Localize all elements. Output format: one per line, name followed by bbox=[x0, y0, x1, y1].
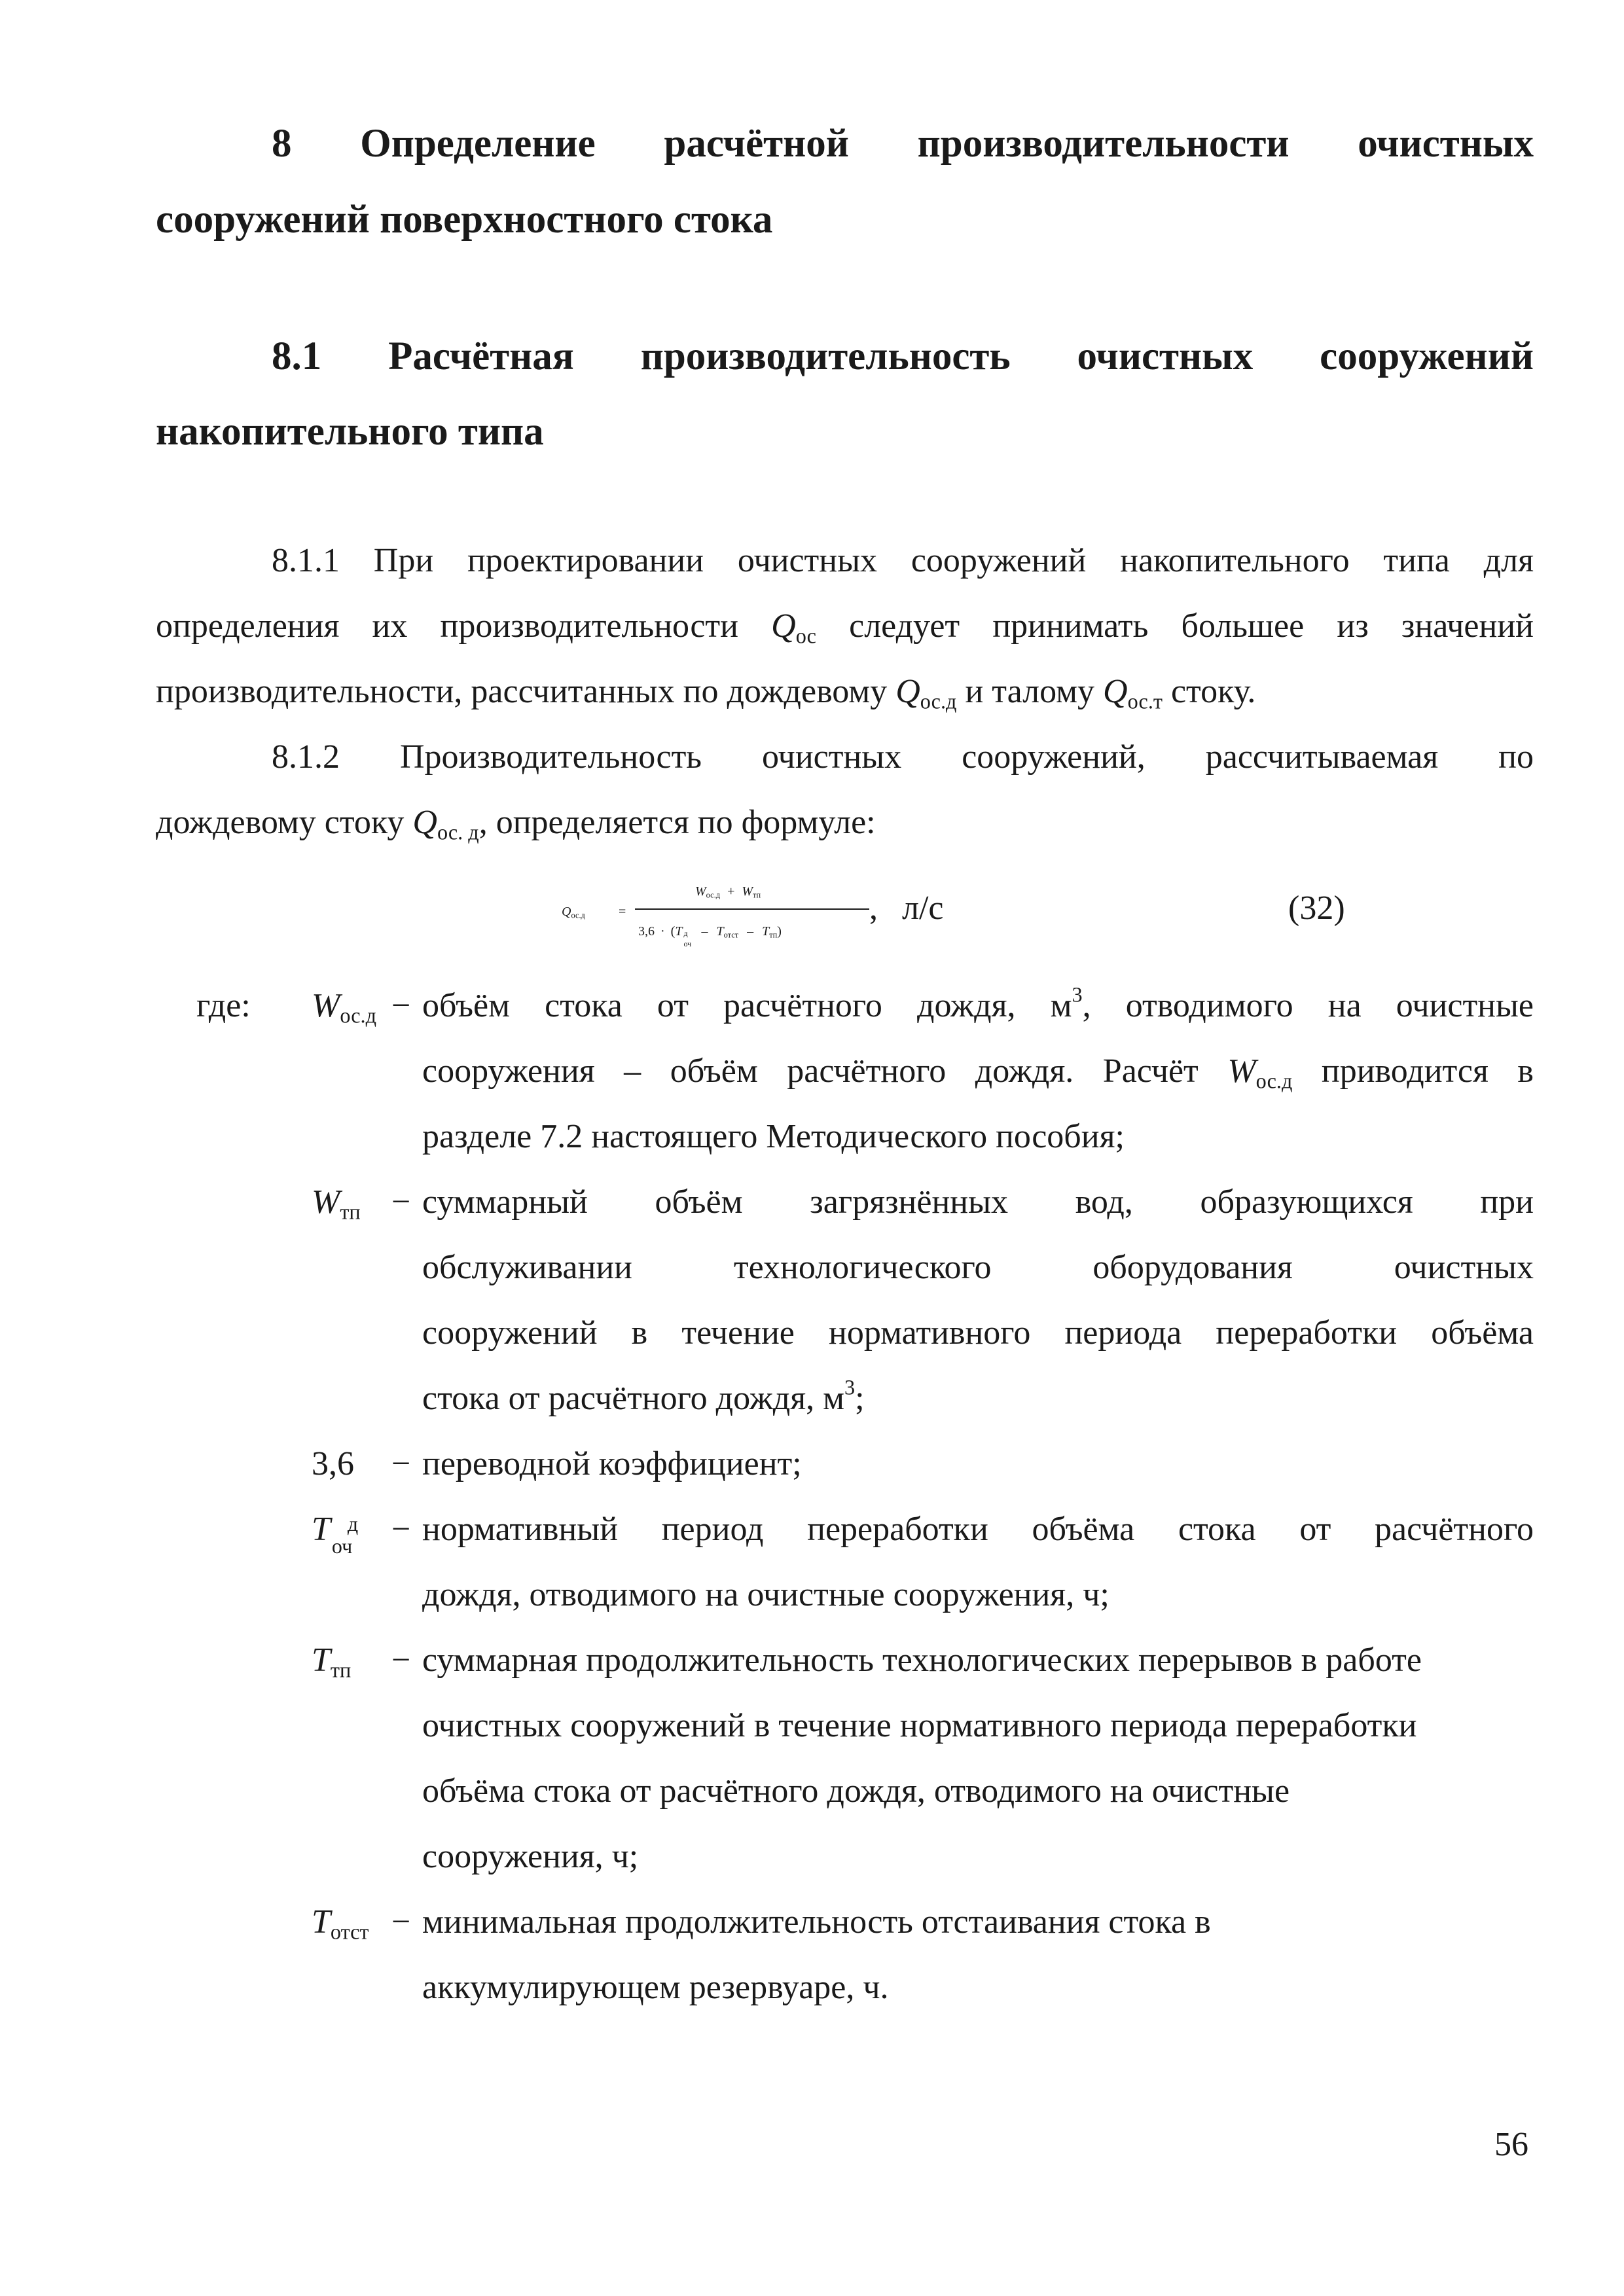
para-811-text: определения их производительности bbox=[156, 607, 738, 645]
heading-8-1-word: сооружений bbox=[1320, 334, 1534, 378]
def-symbol-w-tp: $W_{тп}$ bbox=[312, 1183, 361, 1224]
para-812-text: дождевому стоку bbox=[156, 804, 405, 841]
q-ocd: $Q_{ос.д}$ bbox=[895, 673, 957, 713]
para-811-text: стоку. bbox=[1170, 673, 1256, 710]
def-symbol-t-otst: $T_{отст}$ bbox=[312, 1903, 369, 1944]
def-6-line2: аккумулирующем резервуаре, ч. bbox=[422, 1969, 889, 2006]
formula-denominator: 3,6 · (T д оч – $T_{отст} - T_{тп}$) bbox=[638, 924, 782, 948]
heading-8-1-number: 8.1 bbox=[272, 334, 322, 378]
where-label: где: bbox=[196, 987, 251, 1024]
formula-comma: , bbox=[869, 889, 878, 927]
def-1-line3: разделе 7.2 настоящего Методического пособия; bbox=[422, 1118, 1125, 1155]
def-2-line2: обслуживании технологического оборудования очистных bbox=[422, 1249, 1534, 1286]
def-4-line2: дождя, отводимого на очистные сооружения, ч; bbox=[422, 1576, 1110, 1613]
def-dash: − bbox=[391, 1511, 411, 1548]
def-2-line1: суммарный объём загрязнённых вод, образующихся при bbox=[422, 1183, 1534, 1221]
def-5-line3: объёма стока от расчётного дождя, отводимого на очистные bbox=[422, 1772, 1290, 1810]
q-ocd: $Q_{ос. д}$ bbox=[412, 804, 479, 844]
heading-8-word: очистных bbox=[1358, 122, 1534, 166]
def-symbol-w-ocd: $W_{ос.д}$ bbox=[312, 987, 377, 1028]
def-5-line1: суммарная продолжительность технологических перерывов в работе bbox=[422, 1641, 1422, 1679]
para-811-text: и талому bbox=[965, 673, 1095, 710]
para-811-text: производительности, рассчитанных по дождевому bbox=[156, 673, 888, 710]
def-dash: − bbox=[391, 1445, 411, 1482]
heading-8-1-line1 bbox=[272, 331, 1534, 383]
formula-lhs: $Q_{ос.д}$ bbox=[562, 905, 585, 920]
fraction-bar bbox=[635, 908, 869, 910]
def-1-line2: сооружения – объём расчётного дождя. Расчёт $W_{ос.д}$ приводится в bbox=[422, 1052, 1534, 1093]
heading-8-line1 bbox=[272, 118, 1534, 170]
para-812-text: , определяется по формуле: bbox=[478, 804, 876, 841]
def-dash: − bbox=[391, 1903, 411, 1941]
para-811-line3 bbox=[156, 669, 1255, 715]
heading-8-word: расчётной bbox=[664, 122, 849, 166]
heading-8-1-word: производительность bbox=[640, 334, 1011, 378]
def-dash: − bbox=[391, 1641, 411, 1679]
q-oct: $Q_{ос.т}$ bbox=[1103, 673, 1163, 713]
heading-8-1-line2: накопительного типа bbox=[156, 410, 544, 454]
def-5-line2: очистных сооружений в течение нормативного периода переработки bbox=[422, 1707, 1417, 1744]
formula-number: (32) bbox=[1288, 889, 1345, 927]
def-4-line1: нормативный период переработки объёма стока от расчётного bbox=[422, 1511, 1534, 1548]
def-dash: − bbox=[391, 987, 411, 1024]
heading-8-1-word: очистных bbox=[1077, 334, 1254, 378]
def-symbol-t-tp: $T_{тп}$ bbox=[312, 1641, 352, 1682]
heading-8-word: Определение bbox=[360, 122, 596, 166]
q-oc: $Q_{ос}$ bbox=[771, 607, 816, 648]
def-2-line3: сооружений в течение нормативного периода переработки объёма bbox=[422, 1314, 1534, 1352]
para-812-line1: 8.1.2 Производительность очистных сооружений, рассчитываемая по bbox=[272, 738, 1534, 776]
heading-8-line2: сооружений поверхностного стока bbox=[156, 198, 773, 242]
formula-unit: л/с bbox=[902, 889, 944, 927]
heading-8-1-word: Расчётная bbox=[388, 334, 574, 378]
def-dash: − bbox=[391, 1183, 411, 1221]
def-6-line1: минимальная продолжительность отстаивания стока в bbox=[422, 1903, 1211, 1941]
formula-numerator: $W_{ос.д} + W_{тп}$ bbox=[695, 884, 761, 900]
para-811-text: следует принимать большее из значений bbox=[849, 607, 1534, 645]
heading-8-word: производительности bbox=[917, 122, 1290, 166]
def-1-line1: объём стока от расчётного дождя, $м^3$, отводимого на очистные bbox=[422, 982, 1534, 1024]
def-3-line1: переводной коэффициент; bbox=[422, 1445, 802, 1482]
page-number: 56 bbox=[1494, 2126, 1528, 2163]
para-811-line1: 8.1.1 При проектировании очистных сооружений накопительного типа для bbox=[272, 542, 1534, 579]
para-812-line2 bbox=[156, 800, 876, 846]
heading-8-number: 8 bbox=[272, 122, 292, 166]
def-symbol-t-och: T д оч bbox=[312, 1511, 359, 1558]
def-symbol-3-6: 3,6 bbox=[312, 1445, 354, 1482]
formula-eq: = bbox=[619, 905, 626, 919]
def-5-line4: сооружения, ч; bbox=[422, 1838, 639, 1875]
para-811-line2 bbox=[156, 603, 1534, 649]
def-2-line4: стока от расчётного дождя, $м^3$; bbox=[422, 1375, 865, 1417]
